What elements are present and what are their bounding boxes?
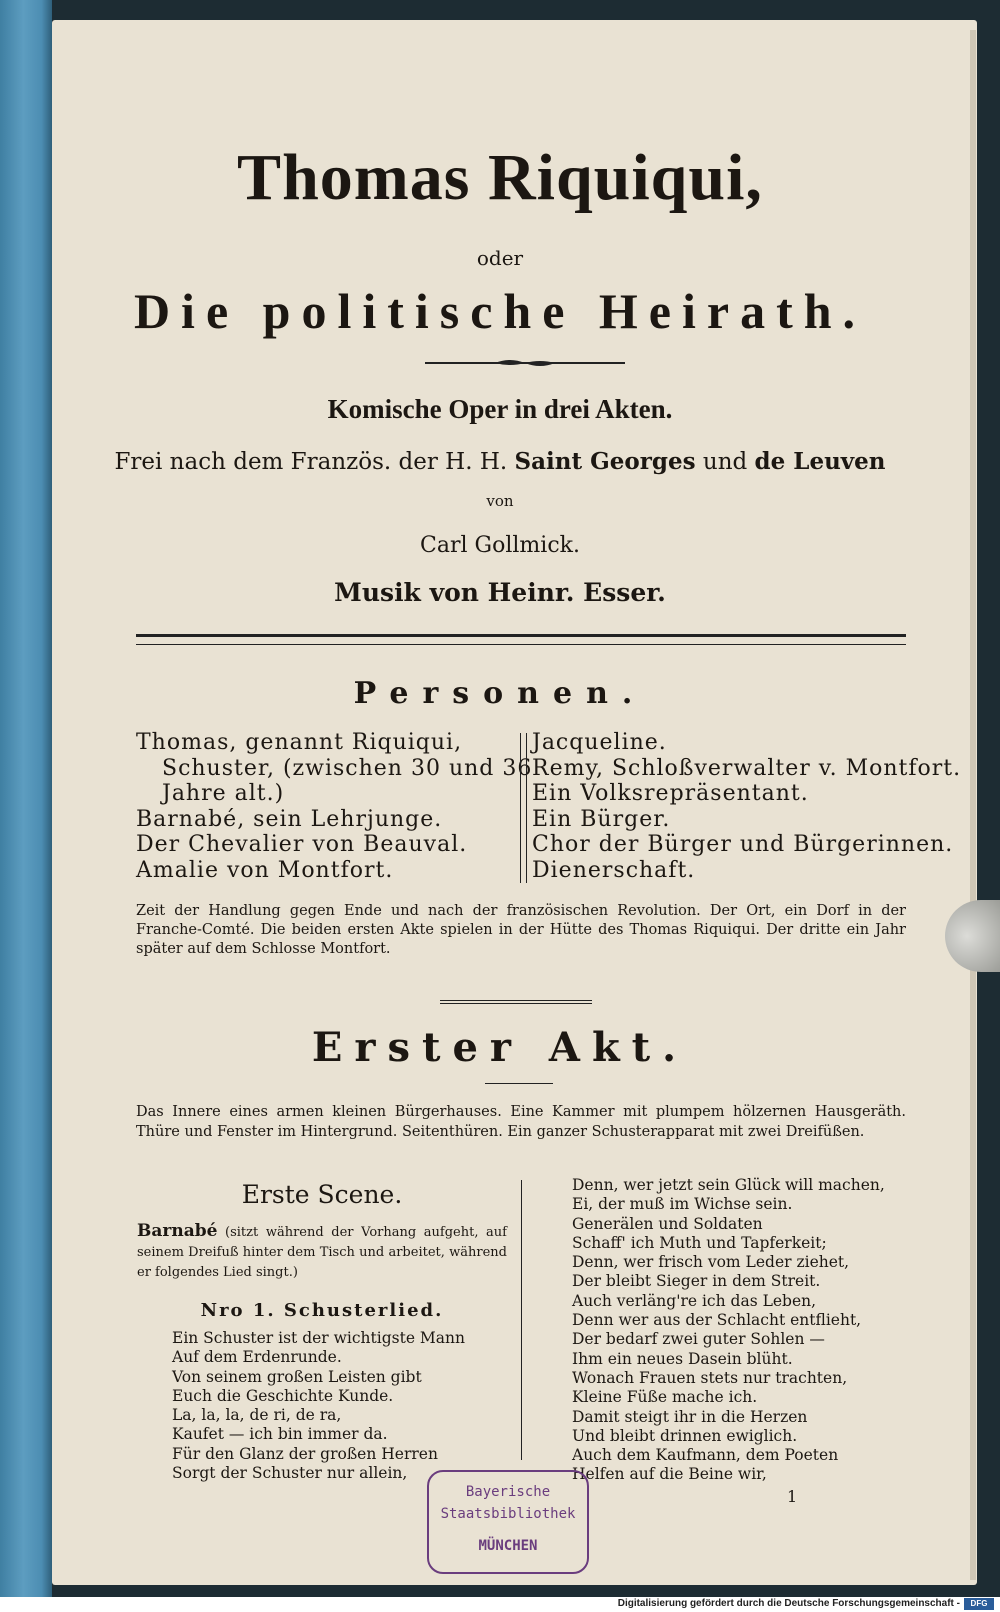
cast-item: Jacqueline. [532,730,667,755]
stamp-line: Staatsbibliothek [440,1506,576,1522]
act-heading: Erster Akt. [311,1024,689,1071]
source-prefix: Frei nach dem Französ. der H. H. [114,449,508,475]
verse-line: Der bedarf zwei guter Sohlen — [572,1330,825,1349]
song-title: Schusterlied. [283,1300,444,1321]
von-text: von [486,492,514,510]
verse-line: Generälen und Soldaten [572,1214,763,1233]
oder-text: oder [476,246,524,270]
verse-line: Für den Glanz der großen Herren [172,1444,438,1463]
verse-line: Wonach Frauen stets nur trachten, [572,1368,848,1387]
ornament-rule-icon [425,357,625,369]
cast-item: Barnabé, sein Lehrjunge. [136,806,443,832]
verse-line: Denn, wer frisch vom Leder ziehet, [572,1253,850,1272]
direction-text: (sitzt während der Vorhang aufgeht, auf seinem Dreifuß hinter dem Tisch und arbeitet, während er folgendes Lied singt.) [137,1225,507,1280]
short-double-rule [440,1000,592,1004]
genre-line: Komische Oper in drei Akten. [327,394,673,424]
verse-line: Von seinem großen Leisten gibt [172,1367,422,1386]
personen-heading: Personen. [353,676,647,711]
cast-divider [520,733,527,883]
cast-item: Amalie von Montfort. [136,857,394,883]
short-rule [485,1083,553,1084]
verse-line: Der bleibt Sieger in dem Streit. [572,1272,821,1291]
library-stamp [427,1470,589,1574]
source-line [0,448,1000,475]
character-name: Barnabé [137,1221,218,1241]
composer-line: Musik von Heinr. Esser. [334,578,666,607]
verse-line: Helfen auf die Beine wir, [572,1465,767,1484]
scene-heading: Erste Scene. [241,1180,403,1209]
verse-line: Kaufet — ich bin immer da. [172,1425,388,1444]
verse-line: La, la, la, de ri, de ra, [172,1406,342,1425]
book-spine [0,0,52,1600]
librettist: Carl Gollmick. [420,533,580,558]
song-heading [137,1300,507,1321]
source-author1: Saint Georges [514,448,696,475]
verse-line: Schaff' ich Muth und Tapferkeit; [572,1233,827,1252]
song-verse-right [572,1176,885,1485]
cast-list-right [532,730,962,883]
verse-line: Damit steigt ihr in die Herzen [572,1407,808,1426]
verse-line: Auch verläng're ich das Leben, [572,1291,817,1310]
verse-line: Euch die Geschichte Kunde. [172,1386,394,1405]
song-verse-left [172,1329,465,1483]
opera-title: Thomas Riquiqui, [237,141,763,214]
verse-line: Denn wer aus der Schlacht entflieht, [572,1311,862,1330]
stage-description: Das Innere eines armen kleinen Bürgerhauses. Eine Kammer mit plumpem hölzernen Hausgeräth. Thüre und Fenster im Hintergrund. Seitenthüren. Ein ganzer Schusterapparat mit zwei Dreifüßen. [136,1104,906,1140]
verse-line: Kleine Füße mache ich. [572,1388,758,1407]
double-rule [136,634,906,645]
verse-line: Ihm ein neues Dasein blüht. [572,1349,793,1368]
cast-list-left [136,730,533,883]
verse-line: Auch dem Kaufmann, dem Poeten [572,1446,839,1465]
verse-line: Denn, wer jetzt sein Glück will machen, [572,1176,885,1194]
verse-line: Auf dem Erdenrunde. [172,1348,342,1367]
verse-line: Ei, der muß im Wichse sein. [572,1195,793,1214]
stamp-line: MÜNCHEN [478,1538,538,1554]
stage-direction [137,1221,507,1283]
opera-subtitle: Die politische Heirath. [133,283,867,339]
cast-item: Jahre alt.) [162,781,285,806]
cast-item: Schuster, (zwischen 30 und 36 [162,755,533,781]
cast-item: Ein Volksrepräsentant. [532,781,809,806]
source-author2: de Leuven [754,448,886,475]
song-number: Nro 1. [200,1300,276,1321]
cast-item: Remy, Schloßverwalter v. Montfort. [532,755,962,781]
cast-item: Chor der Bürger und Bürgerinnen. [532,832,954,857]
page-number: 1 [787,1487,798,1506]
verse-line: Und bleibt drinnen ewiglich. [572,1426,798,1445]
source-und: und [702,449,748,475]
verse-line: Ein Schuster ist der wichtigste Mann [172,1329,465,1347]
column-divider [521,1180,522,1460]
dfg-logo: DFG [964,1598,994,1610]
setting-paragraph: Zeit der Handlung gegen Ende und nach der französischen Revolution. Der Ort, ein Dorf in der Franche-Comté. Die beiden ersten Akte spielen in der Hütte des Thomas Riquiqui. Der dritte ein Jahr später auf dem Schlosse Montfort. [136,903,906,957]
cast-item: Der Chevalier von Beauval. [136,832,468,857]
verse-line: Sorgt der Schuster nur allein, [172,1464,408,1483]
cast-item: Thomas, genannt Riquiqui, [136,730,463,755]
footer-credit: Digitalisierung gefördert durch die Deutsche Forschungsgemeinschaft - [617,1598,960,1609]
cast-item: Ein Bürger. [532,806,671,832]
cast-item: Dienerschaft. [532,857,696,883]
stamp-line: Bayerische [465,1484,551,1500]
